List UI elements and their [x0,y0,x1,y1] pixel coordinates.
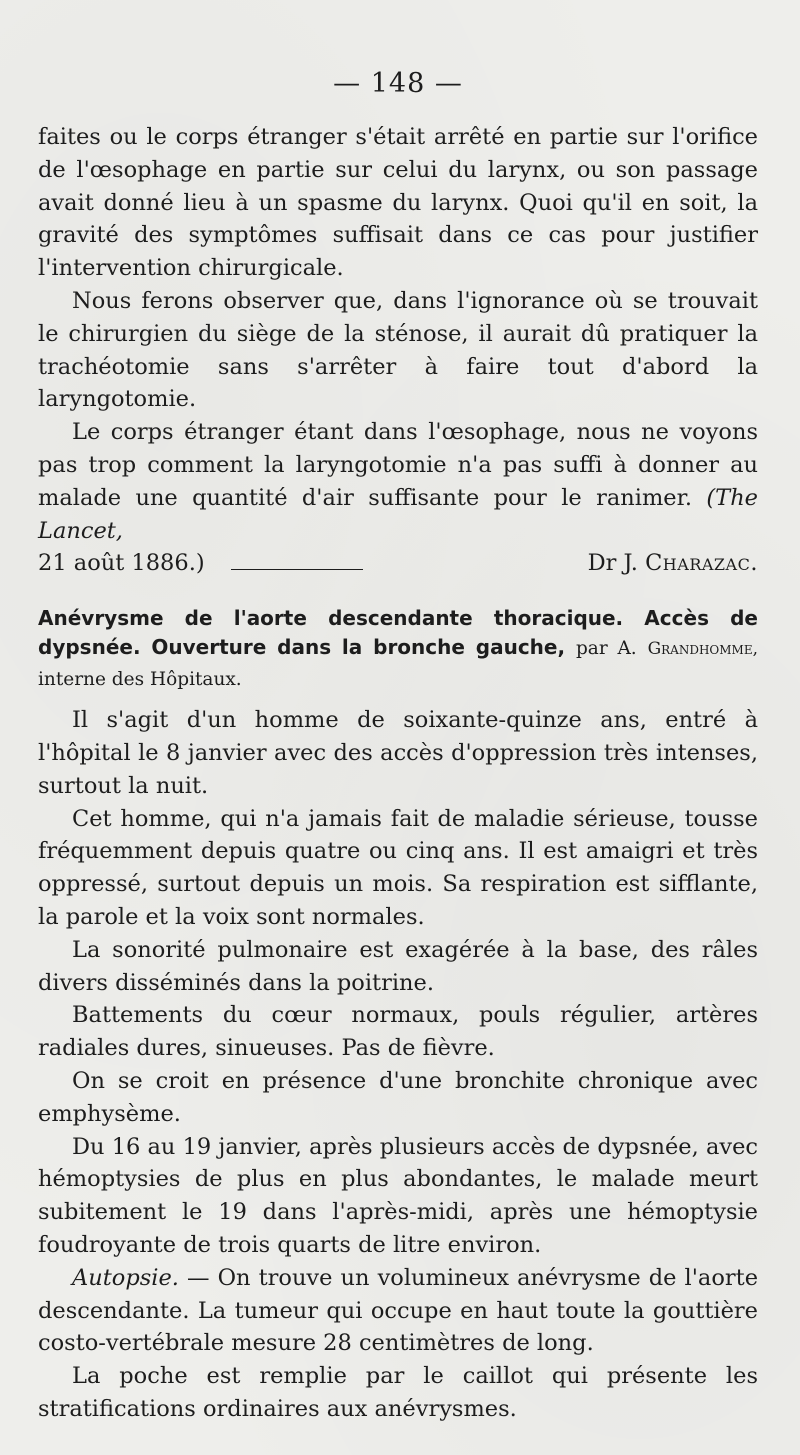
signature-name: Charazac. [645,550,758,577]
signature [588,547,758,580]
article-paragraph: Cet homme, qui n'a jamais fait de maladie sérieuse, tousse fréquemment depuis quatre ou cinq ans. Il est amaigri et très oppressé, surtout depuis un mois. Sa respiration est sifflante, la parole et la voix sont normales. [38,805,758,930]
article-paragraph: Du 16 au 19 janvier, après plusieurs accès de dypsnée, avec hémoptysies de plus en plus abondantes, le malade meurt subitement le 19 dans l'après-midi, après une hémoptysie foudroyante de trois quarts de litre environ. [38,1133,758,1258]
article-heading [38,604,758,694]
article-title: Anévrysme de l'aorte descendante thoracique. Accès de dypsnée. Ouverture dans la bronche gauche, [38,606,758,660]
autopsy-label: Autopsie. [72,1264,179,1291]
paragraph-continuation: faites ou le corps étranger s'était arrêté en partie sur l'orifice de l'œsophage en partie sur celui du larynx, ou son passage avait donné lieu à un spasme du larynx. Quoi qu'il en soit, la gravité des symptômes suffisait dans ce cas pour justifier l'intervention chirurgicale. [38,124,758,282]
article-paragraph: Il s'agit d'un homme de soixante-quinze ans, entré à l'hôpital le 8 janvier avec des accès d'oppression très intenses, surtout la nuit. [38,707,758,799]
page-number: — 148 — [333,68,463,99]
separator-rule [231,569,363,570]
citation-signature-line [38,547,758,580]
article-paragraph: On se croit en présence d'une bronchite chronique avec emphysème. [38,1067,758,1127]
article-paragraph-last: La poche est remplie par le caillot qui présente les stratifications ordinaires aux anévrysmes. [38,1363,758,1422]
paragraph-foreign-body-text: Le corps étranger étant dans l'œsophage, nous ne voyons pas trop comment la laryngotomie n'a pas suffi à donner au malade une quantité d'air suffisante pour le ranimer. [38,419,758,511]
article-by: par A. [575,638,637,660]
paragraph-observation: Nous ferons observer que, dans l'ignorance où se trouvait le chirurgien du siège de la sténose, il aurait dû pratiquer la trachéotomie sans s'arrêter à faire tout d'abord la laryngotomie. [38,287,758,413]
article-author: Grandhomme, [647,639,759,660]
article-affiliation: interne des Hôpitaux. [38,669,242,691]
autopsy-text: — On trouve un volumineux anévrysme de l'aorte descendante. La tumeur qui occupe en haut toute la gouttière costo-vertébrale mesure 28 centimètres de long. [38,1264,759,1357]
citation-journal: (The Lancet, [38,484,758,544]
paragraph-foreign-body [38,416,758,547]
page-body [38,121,758,1426]
article-paragraph: La sonorité pulmonaire est exagérée à la base, des râles divers disséminés dans la poitrine. [38,936,758,996]
citation-date: 21 août 1886.) [38,550,205,577]
signature-prefix: Dr J. [587,550,638,577]
article-paragraph: Battements du cœur normaux, pouls régulier, artères radiales dures, sinueuses. Pas de fièvre. [38,1002,758,1062]
autopsy-paragraph [38,1262,758,1360]
